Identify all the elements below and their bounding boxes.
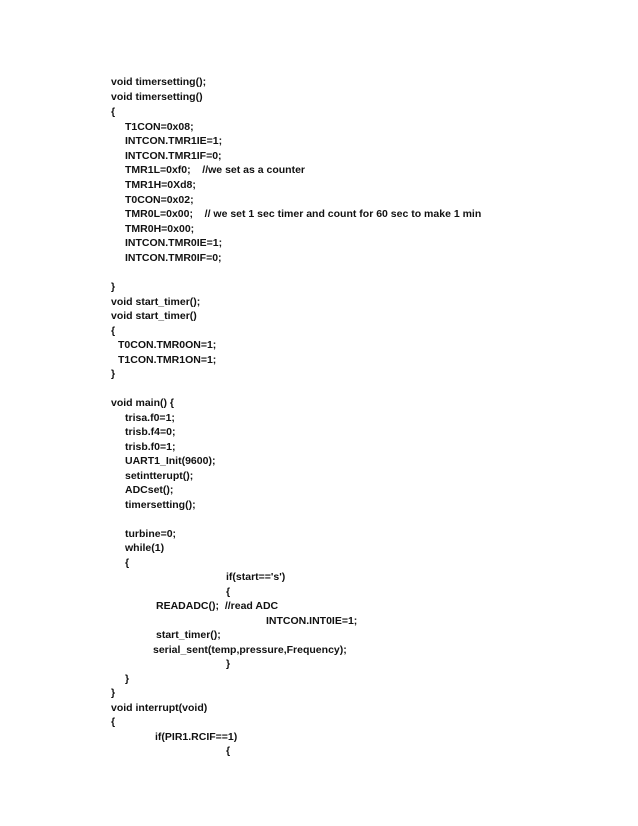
code-line: TMR1H=0Xd8; xyxy=(125,179,196,191)
code-line: } xyxy=(111,368,116,380)
code-line: T1CON.TMR1ON=1; xyxy=(118,354,217,366)
code-line: void main() { xyxy=(111,397,175,409)
code-line: void start_timer(); xyxy=(111,296,201,308)
code-line: } xyxy=(226,658,231,670)
code-line: } xyxy=(111,281,116,293)
code-line: } xyxy=(111,687,116,699)
code-line: READADC(); //read ADC xyxy=(156,600,279,612)
code-line: { xyxy=(226,745,231,757)
code-line: start_timer(); xyxy=(156,629,221,641)
code-line: timersetting(); xyxy=(125,499,196,511)
code-line: TMR0L=0x00; // we set 1 sec timer and count for 60 sec to make 1 min xyxy=(125,208,482,220)
code-line: setintterupt(); xyxy=(125,470,194,482)
code-line: T0CON=0x02; xyxy=(125,194,194,206)
code-line: } xyxy=(125,673,130,685)
code-line: turbine=0; xyxy=(125,528,177,540)
code-line: TMR1L=0xf0; //we set as a counter xyxy=(125,164,306,176)
code-line: { xyxy=(111,325,116,337)
code-line: void interrupt(void) xyxy=(111,702,208,714)
code-line: INTCON.TMR1IF=0; xyxy=(125,150,222,162)
code-line: if(start=='s') xyxy=(226,571,286,583)
code-line: { xyxy=(226,586,231,598)
code-line: void start_timer() xyxy=(111,310,197,322)
code-line: void timersetting(); xyxy=(111,76,207,88)
code-line: T0CON.TMR0ON=1; xyxy=(118,339,217,351)
code-line: UART1_Init(9600); xyxy=(125,455,216,467)
code-line: INTCON.TMR0IF=0; xyxy=(125,252,222,264)
code-line: { xyxy=(111,716,116,728)
code-line: INTCON.TMR1IE=1; xyxy=(125,135,223,147)
code-line: void timersetting() xyxy=(111,91,203,103)
code-line: { xyxy=(111,106,116,118)
code-line: T1CON=0x08; xyxy=(125,121,194,133)
code-line: trisb.f0=1; xyxy=(125,441,176,453)
code-line: if(PIR1.RCIF==1) xyxy=(155,731,238,743)
code-line: serial_sent(temp,pressure,Frequency); xyxy=(153,644,347,656)
code-line: trisa.f0=1; xyxy=(125,412,175,424)
code-line: { xyxy=(125,557,130,569)
code-line: INTCON.TMR0IE=1; xyxy=(125,237,223,249)
code-line: while(1) xyxy=(125,542,165,554)
code-line: trisb.f4=0; xyxy=(125,426,176,438)
code-line: INTCON.INT0IE=1; xyxy=(266,615,358,627)
code-line: TMR0H=0x00; xyxy=(125,223,195,235)
code-line: ADCset(); xyxy=(125,484,174,496)
